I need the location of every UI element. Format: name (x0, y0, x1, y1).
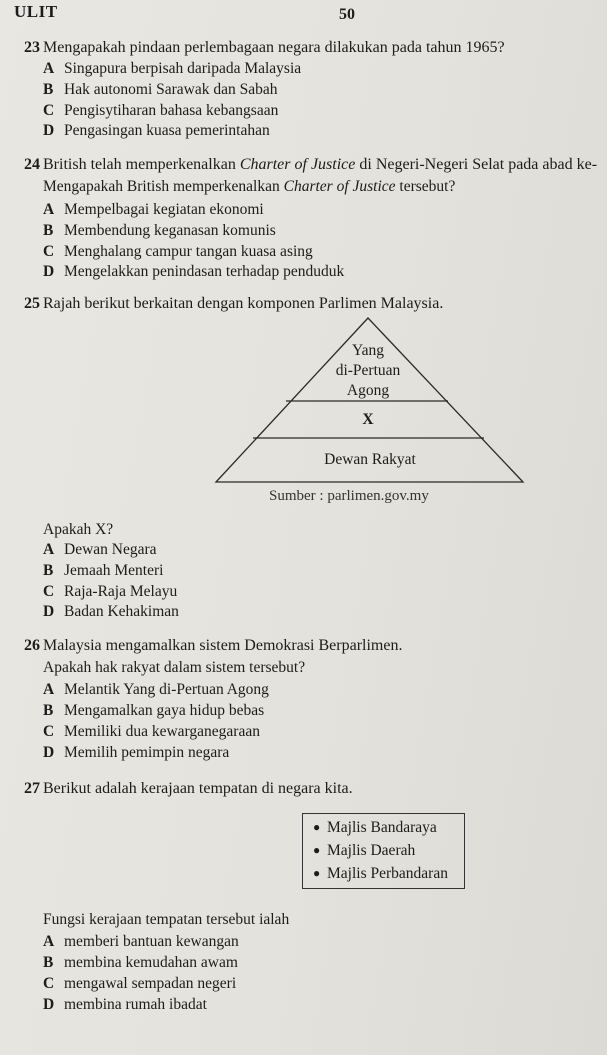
option-letter: C (43, 723, 55, 740)
option-text: memberi bantuan kewangan (64, 933, 239, 950)
option-text: Pengasingan kuasa pemerintahan (64, 122, 270, 139)
option-26a[interactable] (43, 680, 269, 700)
option-letter: A (43, 201, 55, 218)
pyramid-bottom-label: Dewan Rakyat (324, 451, 416, 468)
option-letter: A (43, 541, 55, 558)
option-text: Memiliki dua kewarganegaraan (64, 723, 260, 740)
question-number: 27 (24, 780, 40, 797)
option-text: Badan Kehakiman (64, 603, 179, 620)
question-26 (24, 636, 402, 656)
option-text: Menghalang campur tangan kuasa asing (64, 243, 313, 260)
option-27c[interactable] (43, 974, 236, 994)
option-26c[interactable] (43, 722, 260, 742)
option-letter: D (43, 996, 55, 1013)
option-letter: A (43, 681, 55, 698)
question-text: tersebut? (395, 178, 456, 195)
option-letter: C (43, 975, 55, 992)
bullet-icon: ● (313, 866, 321, 880)
question-number: 23 (24, 39, 40, 56)
question-text: di Negeri-Negeri Selat pada abad ke- (355, 156, 598, 173)
question-text: Malaysia mengamalkan sistem Demokrasi Berparlimen. (43, 637, 403, 654)
option-text: Singapura berpisah daripada Malaysia (64, 60, 302, 77)
question-number: 24 (24, 156, 40, 173)
question-26-prompt: Apakah hak rakyat dalam sistem tersebut? (43, 659, 306, 676)
box-item-text: Majlis Perbandaran (327, 865, 448, 882)
question-text: Mengapakah British memperkenalkan (43, 178, 284, 195)
box-item-text: Majlis Daerah (327, 842, 416, 859)
box-item-text: Majlis Bandaraya (327, 819, 437, 836)
option-text: Hak autonomi Sarawak dan Sabah (64, 81, 278, 98)
option-text: Jemaah Menteri (64, 562, 164, 579)
option-text: Raja-Raja Melayu (64, 583, 178, 600)
option-letter: C (43, 102, 55, 119)
question-text-italic: Charter of Justice (283, 178, 396, 195)
option-letter: B (43, 562, 54, 579)
box-item (313, 839, 464, 862)
diagram-source: Sumber : parlimen.gov.my (269, 488, 429, 504)
option-letter: A (43, 933, 55, 950)
parliament-pyramid-diagram (0, 0, 607, 500)
option-25c[interactable] (43, 582, 177, 602)
option-letter: A (43, 60, 55, 77)
local-government-box (302, 813, 465, 889)
pyramid-top-label (318, 341, 418, 401)
bullet-icon: ● (313, 843, 321, 857)
bullet-icon: ● (313, 820, 321, 834)
question-number: 26 (24, 637, 40, 654)
option-text: Membendung keganasan komunis (64, 222, 276, 239)
option-letter: B (43, 222, 54, 239)
option-25a[interactable] (43, 540, 157, 560)
box-item (313, 862, 464, 885)
option-text: Pengisytiharan bahasa kebangsaan (64, 102, 279, 119)
option-letter: B (43, 702, 54, 719)
question-number: 25 (24, 295, 40, 312)
option-text: Mengelakkan penindasan terhadap penduduk (64, 263, 345, 280)
option-letter: B (43, 954, 54, 971)
page-number: 50 (339, 6, 355, 23)
option-27b[interactable] (43, 953, 238, 973)
option-text: mengawal sempadan negeri (64, 975, 237, 992)
pyramid-middle-label: X (362, 411, 374, 428)
option-text: Dewan Negara (64, 541, 157, 558)
option-letter: D (43, 122, 55, 139)
question-text: Rajah berikut berkaitan dengan komponen Parlimen Malaysia. (43, 295, 444, 312)
option-letter: D (43, 744, 55, 761)
question-text: Berikut adalah kerajaan tempatan di negara kita. (43, 780, 353, 797)
question-text: British telah memperkenalkan (43, 156, 240, 173)
box-item (313, 816, 464, 839)
question-27-prompt: Fungsi kerajaan tempatan tersebut ialah (43, 911, 290, 928)
question-text: Mengapakah pindaan perlembagaan negara dilakukan pada tahun 1965? (43, 39, 505, 56)
pyramid-label-line: di-Pertuan (335, 362, 401, 379)
option-letter: D (43, 263, 55, 280)
option-letter: C (43, 243, 55, 260)
option-text: Mempelbagai kegiatan ekonomi (64, 201, 264, 218)
option-text: membina kemudahan awam (64, 954, 238, 971)
question-27 (24, 779, 353, 799)
option-letter: D (43, 603, 55, 620)
pyramid-label-line: Yang (351, 342, 385, 359)
option-25b[interactable] (43, 561, 163, 581)
option-26b[interactable] (43, 701, 264, 721)
option-27a[interactable] (43, 932, 239, 952)
question-25-prompt: Apakah X? (43, 521, 114, 538)
header-code: ULIT (14, 2, 58, 21)
option-text: Melantik Yang di-Pertuan Agong (64, 681, 269, 698)
pyramid-label-line: Agong (346, 382, 390, 399)
option-25d[interactable] (43, 602, 179, 622)
option-letter: C (43, 583, 55, 600)
option-26d[interactable] (43, 743, 229, 763)
option-text: membina rumah ibadat (64, 996, 207, 1013)
option-letter: B (43, 81, 54, 98)
option-text: Memilih pemimpin negara (64, 744, 230, 761)
question-text-italic: Charter of Justice (239, 156, 356, 173)
option-27d[interactable] (43, 995, 207, 1015)
option-text: Mengamalkan gaya hidup bebas (64, 702, 265, 719)
